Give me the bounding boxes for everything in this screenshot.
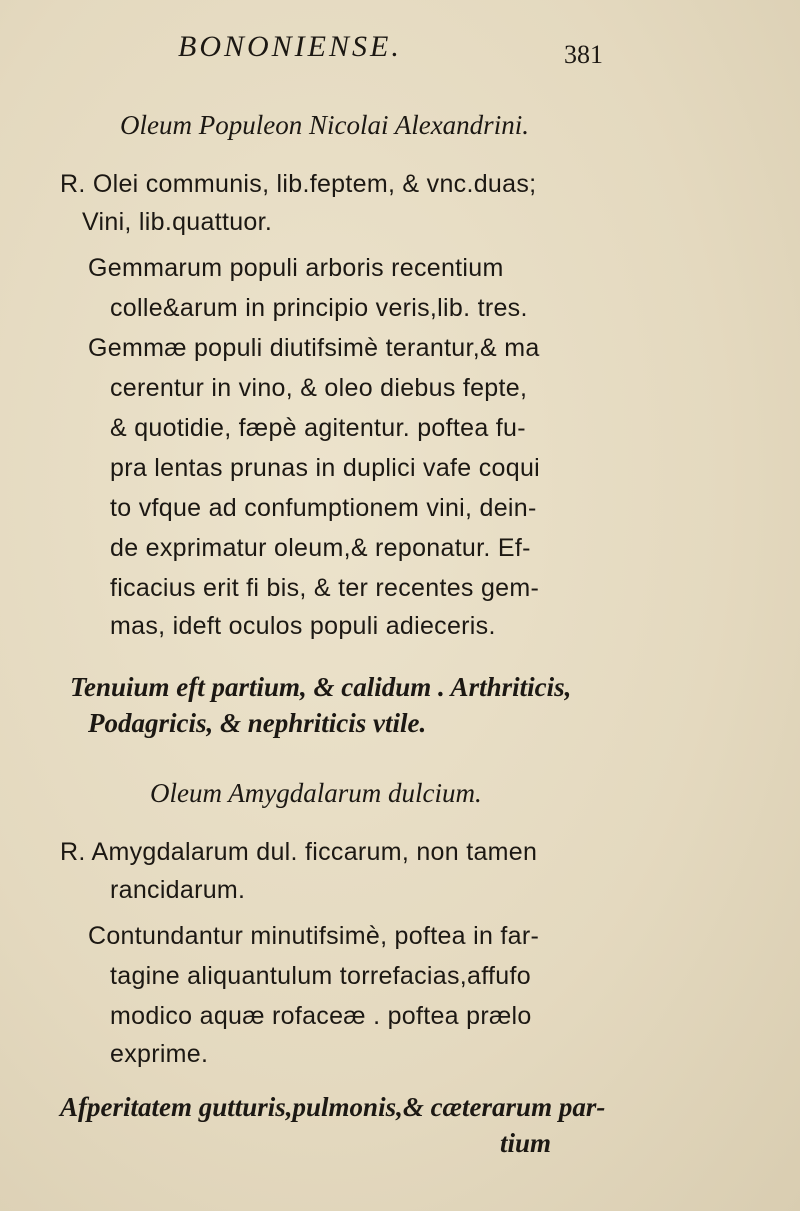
note-line: Afperitatem gutturis,pulmonis,& cæterarum par- bbox=[60, 1092, 606, 1122]
text-line: colle&arum in principio veris,lib. tres. bbox=[110, 294, 528, 322]
text-line: Vini, lib.quattuor. bbox=[82, 208, 273, 236]
text-line: de exprimatur oleum,& reponatur. Ef- bbox=[110, 534, 531, 562]
text-line: tagine aliquantulum torrefacias,affufo bbox=[110, 962, 531, 990]
section-title-amygdalarum: Oleum Amygdalarum dulcium. bbox=[150, 778, 482, 808]
section-title-populeon: Oleum Populeon Nicolai Alexandrini. bbox=[120, 110, 529, 140]
note-line: Tenuium eft partium, & calidum . Arthriticis, bbox=[70, 672, 572, 702]
text-line: to vfque ad confumptionem vini, dein- bbox=[110, 494, 537, 522]
text-line: R. Olei communis, lib.feptem, & vnc.duas; bbox=[60, 170, 537, 198]
text-line: Contundantur minutifsimè, poftea in far- bbox=[88, 922, 540, 950]
text-line: R. Amygdalarum dul. ficcarum, non tamen bbox=[60, 838, 538, 866]
text-line: ficacius erit fi bis, & ter recentes gem- bbox=[110, 574, 540, 602]
text-line: cerentur in vino, & oleo diebus fepte, bbox=[110, 374, 528, 402]
text-line: mas, ideft oculos populi adieceris. bbox=[110, 612, 496, 640]
text-line: & quotidie, fæpè agitentur. poftea fu- bbox=[110, 414, 526, 442]
text-line: rancidarum. bbox=[110, 876, 246, 904]
text-line: pra lentas prunas in duplici vafe coqui bbox=[110, 454, 541, 482]
text-line: exprime. bbox=[110, 1040, 209, 1068]
catchword: tium bbox=[500, 1128, 552, 1158]
page-number: 381 bbox=[564, 40, 603, 69]
note-line: Podagricis, & nephriticis vtile. bbox=[88, 708, 427, 738]
text-line: Gemmarum populi arboris recentium bbox=[88, 254, 504, 282]
running-title: BONONIENSE. bbox=[178, 30, 402, 63]
text-line: Gemmæ populi diutifsimè terantur,& ma bbox=[88, 334, 540, 362]
text-line: modico aquæ rofaceæ . poftea prælo bbox=[110, 1002, 532, 1030]
